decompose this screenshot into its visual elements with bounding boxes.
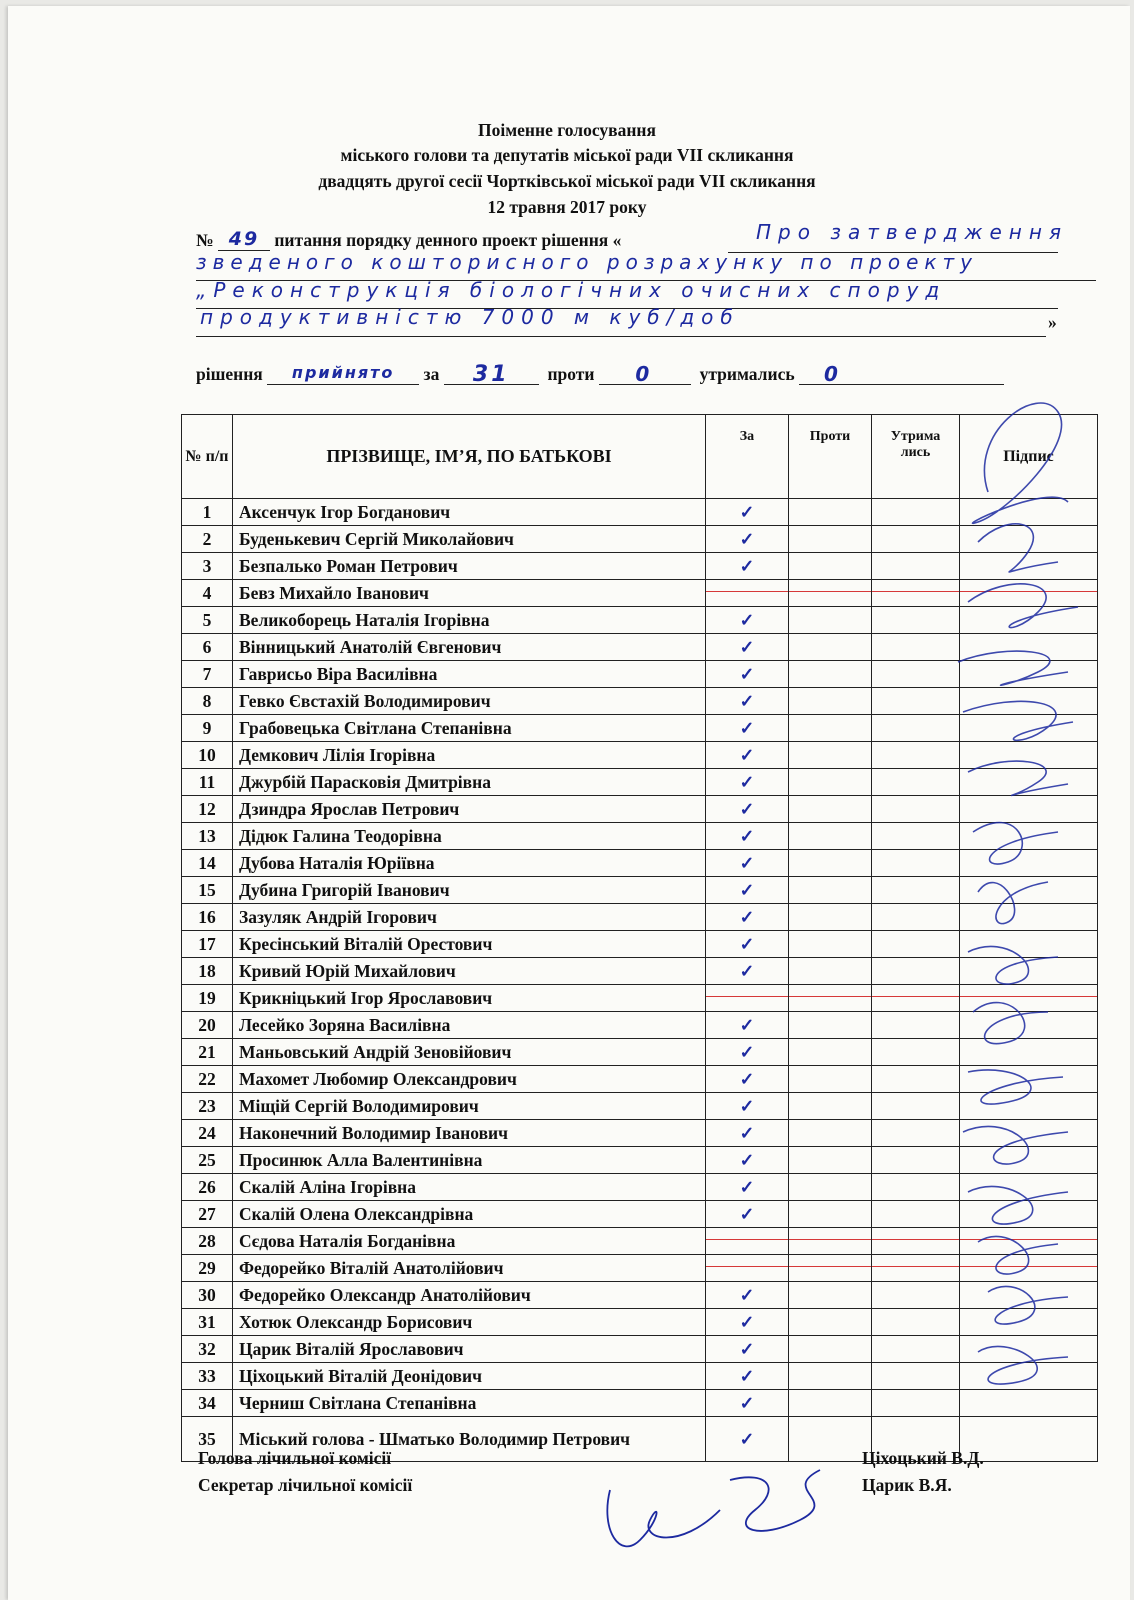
against-value-field	[599, 362, 691, 385]
row-vote-against	[789, 877, 872, 904]
row-vote-abstain	[872, 688, 960, 715]
row-vote-for: ✓	[706, 634, 789, 661]
row-number: 34	[182, 1390, 233, 1417]
row-vote-abstain	[872, 1093, 960, 1120]
row-number: 30	[182, 1282, 233, 1309]
row-vote-abstain	[872, 526, 960, 553]
row-vote-abstain	[872, 634, 960, 661]
row-vote-abstain	[872, 958, 960, 985]
row-number: 14	[182, 850, 233, 877]
row-vote-abstain	[872, 1282, 960, 1309]
row-name: Міський голова - Шматько Володимир Петрович	[233, 1417, 706, 1462]
row-vote-against	[789, 580, 872, 607]
row-number: 6	[182, 634, 233, 661]
row-name: Дідюк Галина Теодорівна	[233, 823, 706, 850]
row-vote-abstain	[872, 1363, 960, 1390]
row-vote-for: ✓	[706, 1174, 789, 1201]
row-number: 15	[182, 877, 233, 904]
col-header-num: № п/п	[182, 415, 233, 499]
row-name: Царик Віталій Ярославович	[233, 1336, 706, 1363]
row-number: 5	[182, 607, 233, 634]
row-vote-against	[789, 823, 872, 850]
row-vote-for: ✓	[706, 1093, 789, 1120]
row-vote-for: ✓	[706, 688, 789, 715]
row-vote-for: ✓	[706, 769, 789, 796]
absent-strike-line	[872, 591, 959, 592]
row-vote-for: ✓	[706, 1282, 789, 1309]
col-header-against: Проти	[789, 415, 872, 499]
row-vote-against	[789, 1282, 872, 1309]
row-vote-for: ✓	[706, 931, 789, 958]
row-vote-against	[789, 1309, 872, 1336]
row-vote-against	[789, 661, 872, 688]
question-no-prefix: №	[196, 230, 214, 250]
row-vote-abstain	[872, 1174, 960, 1201]
row-number: 1	[182, 499, 233, 526]
row-name: Просинюк Алла Валентинівна	[233, 1147, 706, 1174]
row-vote-against	[789, 1174, 872, 1201]
row-number: 21	[182, 1039, 233, 1066]
question-line	[196, 228, 621, 251]
row-vote-for: ✓	[706, 661, 789, 688]
row-vote-abstain	[872, 499, 960, 526]
row-name: Гаврисьо Віра Василівна	[233, 661, 706, 688]
row-number: 23	[182, 1093, 233, 1120]
row-name: Гевко Євстахій Володимирович	[233, 688, 706, 715]
row-vote-against	[789, 553, 872, 580]
row-number: 25	[182, 1147, 233, 1174]
row-vote-for: ✓	[706, 1336, 789, 1363]
row-number: 22	[182, 1066, 233, 1093]
row-name: Аксенчук Ігор Богданович	[233, 499, 706, 526]
row-vote-abstain	[872, 715, 960, 742]
row-vote-for: ✓	[706, 1417, 789, 1462]
row-number: 19	[182, 985, 233, 1012]
row-vote-abstain	[872, 553, 960, 580]
row-vote-abstain	[872, 661, 960, 688]
row-number: 12	[182, 796, 233, 823]
row-number: 9	[182, 715, 233, 742]
absent-strike-line	[706, 591, 788, 592]
row-vote-against	[789, 1363, 872, 1390]
row-number: 3	[182, 553, 233, 580]
row-vote-for	[706, 580, 789, 607]
row-vote-against	[789, 607, 872, 634]
absent-strike-line	[789, 591, 871, 592]
row-vote-for: ✓	[706, 607, 789, 634]
row-number: 17	[182, 931, 233, 958]
row-vote-abstain	[872, 1012, 960, 1039]
row-vote-for: ✓	[706, 1066, 789, 1093]
row-number: 18	[182, 958, 233, 985]
question-number: 49	[228, 228, 260, 250]
absent-strike-line	[872, 1239, 959, 1240]
row-name: Буденькевич Сергій Миколайович	[233, 526, 706, 553]
question-label: питання порядку денного проект рішення «	[274, 230, 622, 250]
absent-strike-line	[872, 996, 959, 997]
absent-strike-line	[706, 996, 788, 997]
row-name: Скалій Аліна Ігорівна	[233, 1174, 706, 1201]
absent-strike-line	[706, 1266, 788, 1267]
row-vote-against	[789, 688, 872, 715]
row-vote-against	[789, 796, 872, 823]
row-vote-against	[789, 1201, 872, 1228]
row-vote-for: ✓	[706, 1012, 789, 1039]
row-vote-abstain	[872, 1201, 960, 1228]
chair-label: Голова лічильної комісії	[198, 1448, 392, 1468]
row-vote-against	[789, 526, 872, 553]
secretary-name: Царик В.Я.	[862, 1475, 952, 1495]
row-vote-abstain	[872, 1039, 960, 1066]
row-vote-for: ✓	[706, 1309, 789, 1336]
row-number: 10	[182, 742, 233, 769]
row-vote-against	[789, 958, 872, 985]
row-vote-for: ✓	[706, 958, 789, 985]
row-name: Крикніцький Ігор Ярославович	[233, 985, 706, 1012]
row-vote-for: ✓	[706, 904, 789, 931]
col-header-name: ПРІЗВИЩЕ, ІМ’Я, ПО БАТЬКОВІ	[233, 415, 706, 499]
row-name: Скалій Олена Олександрівна	[233, 1201, 706, 1228]
subject-close-quote: »	[1048, 312, 1057, 332]
row-vote-against	[789, 499, 872, 526]
row-vote-against	[789, 1390, 872, 1417]
row-number: 2	[182, 526, 233, 553]
row-name: Федорейко Віталій Анатолійович	[233, 1255, 706, 1282]
row-number: 13	[182, 823, 233, 850]
row-number: 29	[182, 1255, 233, 1282]
row-name: Кресінський Віталій Орестович	[233, 931, 706, 958]
row-name: Міщій Сергій Володимирович	[233, 1093, 706, 1120]
row-number: 32	[182, 1336, 233, 1363]
row-vote-against	[789, 1039, 872, 1066]
row-vote-for: ✓	[706, 796, 789, 823]
absent-strike-line	[789, 1266, 871, 1267]
for-label: за	[423, 364, 440, 384]
decision-label: рішення	[196, 364, 263, 384]
row-number: 16	[182, 904, 233, 931]
row-name: Хотюк Олександр Борисович	[233, 1309, 706, 1336]
row-name: Черниш Світлана Степанівна	[233, 1390, 706, 1417]
row-vote-abstain	[872, 1255, 960, 1282]
row-vote-against	[789, 1120, 872, 1147]
against-value: 0	[635, 362, 655, 386]
row-vote-abstain	[872, 985, 960, 1012]
col-header-for: За	[706, 415, 789, 499]
row-vote-abstain	[872, 1309, 960, 1336]
row-vote-against	[789, 715, 872, 742]
row-vote-for	[706, 1228, 789, 1255]
absent-strike-line	[706, 1239, 788, 1240]
row-vote-abstain	[872, 1147, 960, 1174]
row-vote-abstain	[872, 742, 960, 769]
row-name: Лесейко Зоряна Василівна	[233, 1012, 706, 1039]
row-vote-for: ✓	[706, 1363, 789, 1390]
row-name: Ціхоцький Віталій Деонідович	[233, 1363, 706, 1390]
for-value-field	[444, 362, 539, 385]
row-name: Кривий Юрій Михайлович	[233, 958, 706, 985]
row-number: 4	[182, 580, 233, 607]
doc-subtitle-2: двадцять другої сесії Чортківської міської ради VII скликання	[318, 171, 816, 191]
row-name: Грабовецька Світлана Степанівна	[233, 715, 706, 742]
row-number: 26	[182, 1174, 233, 1201]
row-name: Великоборець Наталія Ігорівна	[233, 607, 706, 634]
row-vote-for	[706, 1255, 789, 1282]
abstain-label: утримались	[699, 364, 795, 384]
row-vote-against	[789, 742, 872, 769]
row-name: Федорейко Олександр Анатолійович	[233, 1282, 706, 1309]
col-header-signature: Підпис	[960, 415, 1098, 499]
row-vote-abstain	[872, 580, 960, 607]
secretary-label: Секретар лічильної комісії	[198, 1475, 413, 1495]
row-vote-against	[789, 634, 872, 661]
row-number: 27	[182, 1201, 233, 1228]
row-vote-for: ✓	[706, 499, 789, 526]
chair-name: Ціхоцький В.Д.	[862, 1448, 984, 1468]
row-vote-for: ✓	[706, 526, 789, 553]
row-vote-against	[789, 1255, 872, 1282]
row-vote-against	[789, 931, 872, 958]
row-vote-for: ✓	[706, 823, 789, 850]
row-vote-abstain	[872, 1120, 960, 1147]
row-vote-against	[789, 1147, 872, 1174]
row-vote-abstain	[872, 931, 960, 958]
row-vote-for: ✓	[706, 1390, 789, 1417]
against-label: проти	[547, 364, 595, 384]
row-vote-abstain	[872, 1336, 960, 1363]
subject-line-2: зведеного кошторисного розрахунку по проекту	[196, 250, 978, 274]
row-vote-against	[789, 1228, 872, 1255]
row-name: Дубина Григорій Іванович	[233, 877, 706, 904]
row-name: Маньовський Андрій Зеновійович	[233, 1039, 706, 1066]
row-number: 7	[182, 661, 233, 688]
absent-strike-line	[789, 996, 871, 997]
row-vote-abstain	[872, 1390, 960, 1417]
row-name: Демкович Лілія Ігорівна	[233, 742, 706, 769]
subject-line-1: Про затвердження	[756, 220, 1068, 244]
row-number: 8	[182, 688, 233, 715]
row-vote-abstain	[872, 850, 960, 877]
row-vote-for: ✓	[706, 1039, 789, 1066]
row-vote-abstain	[872, 1228, 960, 1255]
row-vote-for: ✓	[706, 1201, 789, 1228]
decision-line	[196, 362, 1004, 385]
row-vote-for: ✓	[706, 877, 789, 904]
row-vote-for: ✓	[706, 1147, 789, 1174]
row-number: 28	[182, 1228, 233, 1255]
doc-title: Поіменне голосування	[478, 120, 656, 140]
row-vote-for: ✓	[706, 715, 789, 742]
doc-subtitle-1: міського голови та депутатів міської ради VII скликання	[340, 145, 794, 165]
row-vote-against	[789, 1336, 872, 1363]
row-name: Зазуляк Андрій Ігорович	[233, 904, 706, 931]
row-vote-for: ✓	[706, 742, 789, 769]
row-number: 20	[182, 1012, 233, 1039]
row-vote-against	[789, 985, 872, 1012]
row-name: Бевз Михайло Іванович	[233, 580, 706, 607]
absent-strike-line	[872, 1266, 959, 1267]
row-number: 11	[182, 769, 233, 796]
row-name: Дзиндра Ярослав Петрович	[233, 796, 706, 823]
row-vote-against	[789, 769, 872, 796]
doc-date: 12 травня 2017 року	[487, 197, 647, 217]
row-vote-against	[789, 850, 872, 877]
row-vote-abstain	[872, 769, 960, 796]
row-vote-for: ✓	[706, 850, 789, 877]
row-number: 35	[182, 1417, 233, 1462]
subject-line-3: „Реконструкція біологічних очисних споруд	[196, 278, 947, 302]
row-vote-abstain	[872, 904, 960, 931]
question-number-field	[218, 228, 270, 251]
for-value: 31	[472, 362, 510, 387]
row-name: Безпалько Роман Петрович	[233, 553, 706, 580]
row-name: Дубова Наталія Юріївна	[233, 850, 706, 877]
commission-signatures	[590, 1450, 850, 1570]
row-name: Сєдова Наталія Богданівна	[233, 1228, 706, 1255]
row-name: Вінницький Анатолій Євгенович	[233, 634, 706, 661]
row-vote-abstain	[872, 877, 960, 904]
row-vote-against	[789, 904, 872, 931]
decision-value: прийнято	[291, 363, 395, 382]
row-vote-abstain	[872, 796, 960, 823]
decision-value-field	[267, 362, 419, 385]
row-vote-for: ✓	[706, 553, 789, 580]
row-vote-abstain	[872, 607, 960, 634]
row-number: 31	[182, 1309, 233, 1336]
row-vote-abstain	[872, 823, 960, 850]
subject-line-4: продуктивністю 7000 м куб/доб	[200, 305, 740, 329]
row-name: Наконечний Володимир Іванович	[233, 1120, 706, 1147]
col-header-abstain: Утрима лись	[872, 415, 960, 499]
signature-scribbles	[948, 372, 1098, 1412]
row-vote-for: ✓	[706, 1120, 789, 1147]
row-name: Джурбій Парасковія Дмитрівна	[233, 769, 706, 796]
row-vote-for	[706, 985, 789, 1012]
row-vote-against	[789, 1012, 872, 1039]
row-vote-against	[789, 1066, 872, 1093]
row-vote-against	[789, 1093, 872, 1120]
row-number: 33	[182, 1363, 233, 1390]
abstain-value: 0	[823, 362, 843, 386]
row-vote-abstain	[872, 1066, 960, 1093]
absent-strike-line	[789, 1239, 871, 1240]
row-name: Махомет Любомир Олександрович	[233, 1066, 706, 1093]
row-number: 24	[182, 1120, 233, 1147]
